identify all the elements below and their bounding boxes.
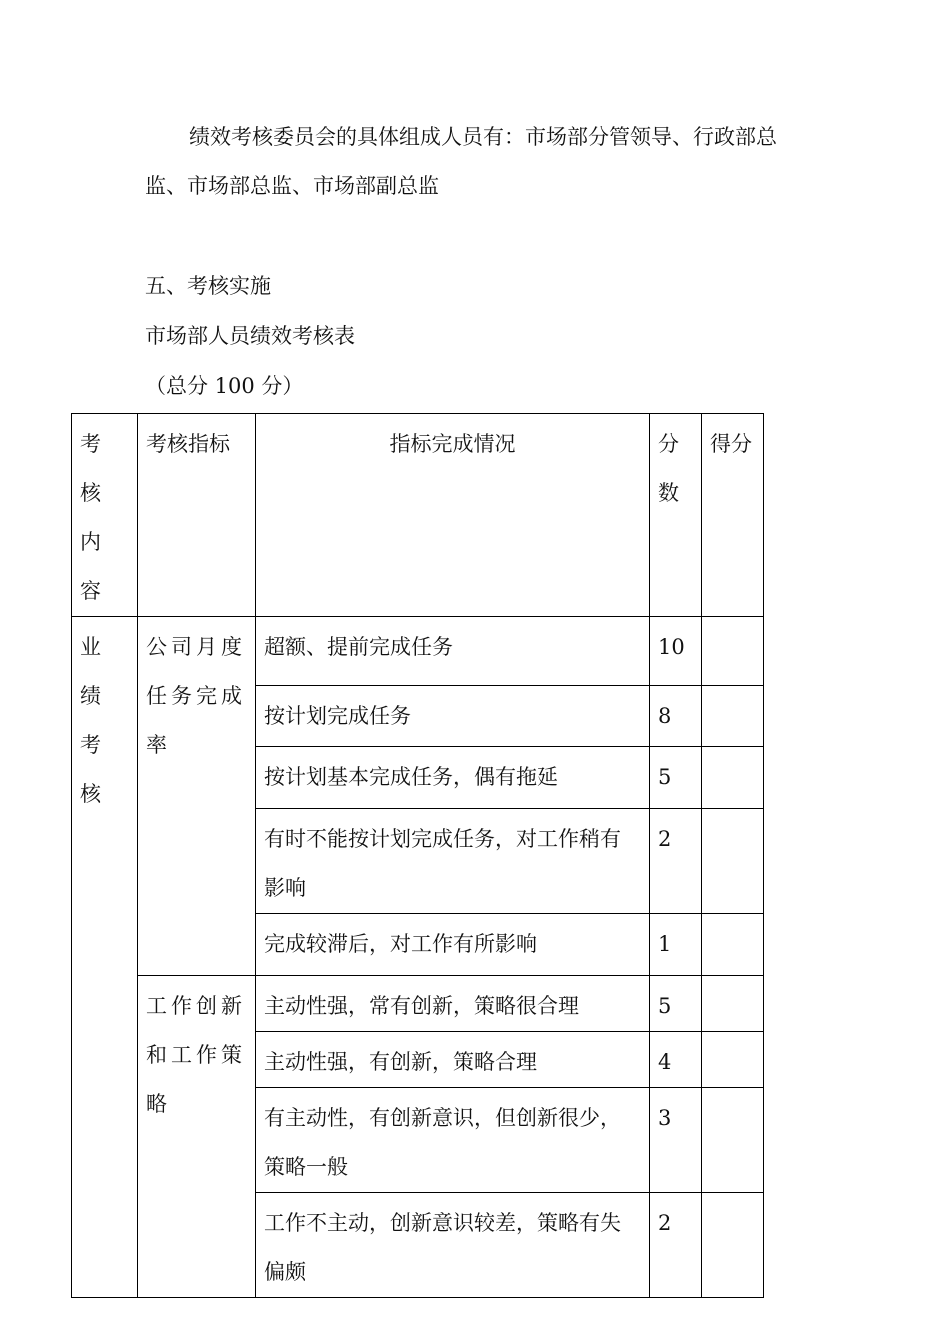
score-cell[interactable]: [702, 747, 764, 809]
points-cell: 5: [650, 747, 702, 809]
header-score: 得分: [702, 414, 764, 617]
header-indicator: 考核指标: [138, 414, 256, 617]
committee-paragraph-line-1: 绩效考核委员会的具体组成人员有：市场部分管领导、行政部总: [189, 125, 777, 149]
indicator-cell: 公司月度任务完成率: [138, 617, 256, 976]
points-cell: 10: [650, 617, 702, 686]
header-content: 考核内容: [72, 414, 138, 617]
completion-cell: 按计划完成任务: [256, 686, 650, 747]
table-header-row: [72, 414, 764, 617]
completion-cell: 有时不能按计划完成任务，对工作稍有影响: [256, 809, 650, 914]
category-cell: 业绩考核: [72, 617, 138, 1298]
points-cell: 4: [650, 1032, 702, 1088]
completion-cell: 工作不主动，创新意识较差，策略有失偏颇: [256, 1193, 650, 1298]
points-cell: 2: [650, 809, 702, 914]
table-title: 市场部人员绩效考核表: [145, 324, 355, 348]
header-completion: 指标完成情况: [256, 414, 650, 617]
performance-table: [71, 413, 764, 1298]
score-cell[interactable]: [702, 1088, 764, 1193]
score-cell[interactable]: [702, 809, 764, 914]
header-points: 分数: [650, 414, 702, 617]
completion-cell: 超额、提前完成任务: [256, 617, 650, 686]
completion-cell: 主动性强，常有创新，策略很合理: [256, 976, 650, 1032]
committee-paragraph-line-2: 监、市场部总监、市场部副总监: [145, 174, 439, 198]
completion-cell: 主动性强，有创新，策略合理: [256, 1032, 650, 1088]
score-cell[interactable]: [702, 914, 764, 976]
score-cell[interactable]: [702, 617, 764, 686]
points-cell: 2: [650, 1193, 702, 1298]
indicator-cell: 工作创新和工作策略: [138, 976, 256, 1298]
score-cell[interactable]: [702, 686, 764, 747]
completion-cell: 按计划基本完成任务，偶有拖延: [256, 747, 650, 809]
points-cell: 5: [650, 976, 702, 1032]
score-cell[interactable]: [702, 1032, 764, 1088]
score-cell[interactable]: [702, 1193, 764, 1298]
score-cell[interactable]: [702, 976, 764, 1032]
total-score-note: （总分 100 分）: [145, 374, 304, 398]
completion-cell: 完成较滞后，对工作有所影响: [256, 914, 650, 976]
table-row: [72, 976, 764, 1032]
points-cell: 8: [650, 686, 702, 747]
table-row: [72, 617, 764, 686]
points-cell: 3: [650, 1088, 702, 1193]
points-cell: 1: [650, 914, 702, 976]
section-heading: 五、考核实施: [145, 274, 271, 298]
completion-cell: 有主动性，有创新意识，但创新很少，策略一般: [256, 1088, 650, 1193]
